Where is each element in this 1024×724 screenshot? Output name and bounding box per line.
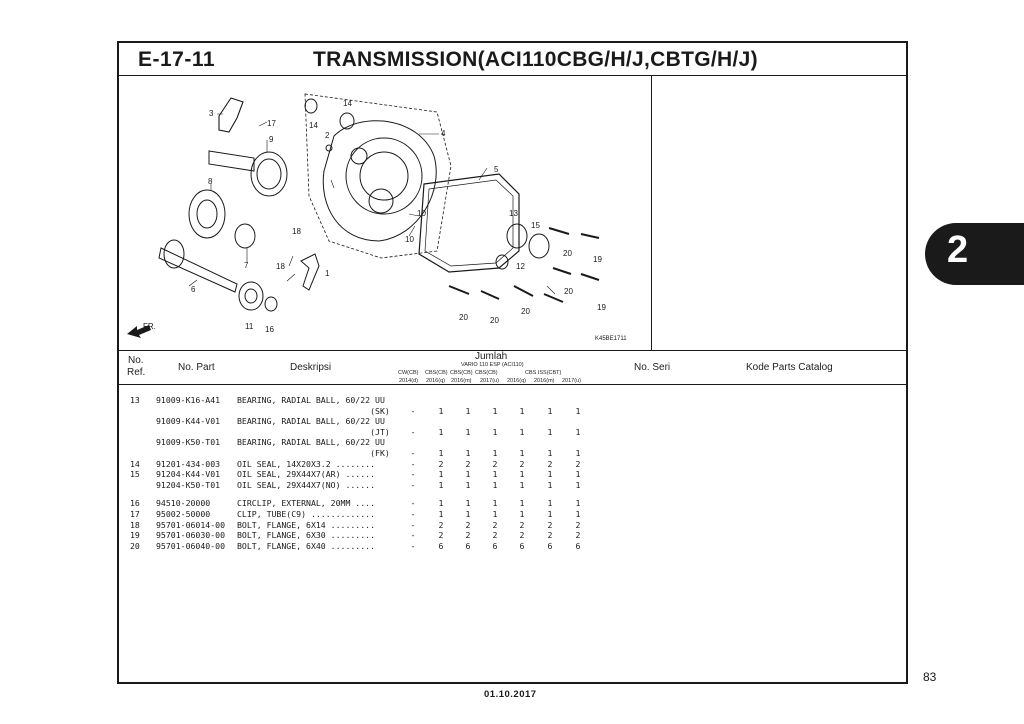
row-qty: 2 bbox=[547, 530, 553, 541]
table-row bbox=[130, 427, 600, 438]
row-part-number: 91009-K44-V01 bbox=[156, 416, 221, 427]
page-number: 83 bbox=[923, 670, 937, 684]
row-qty: 2 bbox=[519, 530, 525, 541]
row-description: BOLT, FLANGE, 6X30 ......... bbox=[237, 530, 376, 541]
row-qty: - bbox=[410, 479, 416, 490]
label-1: 1 bbox=[325, 269, 330, 278]
label-20b: 20 bbox=[564, 287, 573, 296]
variant-4-year: 2016(q) bbox=[507, 378, 526, 384]
row-qty: 1 bbox=[465, 479, 471, 490]
row-description: BEARING, RADIAL BALL, 60/22 UU bbox=[237, 416, 385, 427]
row-qty: 1 bbox=[547, 508, 553, 519]
row-part-number: 91009-K16-A41 bbox=[156, 395, 221, 405]
footer-date: 01.10.2017 bbox=[484, 689, 537, 700]
part-labels bbox=[191, 99, 606, 334]
label-6: 6 bbox=[191, 285, 196, 294]
section-code: E-17-11 bbox=[138, 48, 216, 71]
row-qty: 6 bbox=[492, 540, 498, 551]
row-qty: 2 bbox=[465, 530, 471, 541]
row-qty: 1 bbox=[575, 498, 581, 509]
header-jumlah: Jumlah bbox=[475, 351, 508, 362]
variant-4-code: CBS ISS(CBT) bbox=[525, 370, 562, 376]
row-qty: 1 bbox=[575, 405, 581, 416]
row-part-number: 91204-K50-T01 bbox=[156, 479, 221, 490]
fr-label: FR. bbox=[143, 322, 156, 331]
row-qty: 2 bbox=[438, 530, 444, 541]
row-qty: 1 bbox=[438, 447, 444, 458]
row-part-number: 95701-06014-00 bbox=[156, 519, 226, 530]
header-no-ref: No. bbox=[128, 355, 144, 366]
table-row bbox=[130, 416, 600, 427]
label-20c: 20 bbox=[459, 313, 468, 322]
label-15: 15 bbox=[531, 221, 540, 230]
row-qty: 1 bbox=[575, 447, 581, 458]
row-qty: 1 bbox=[438, 405, 444, 416]
header-no-part: No. Part bbox=[178, 362, 215, 373]
variant-3-code: CBS(CB) bbox=[475, 370, 498, 376]
header-ref: Ref. bbox=[127, 367, 146, 378]
variant-1-code: CBS(CB) bbox=[425, 370, 448, 376]
row-qty: 2 bbox=[438, 458, 444, 469]
row-qty: 1 bbox=[492, 447, 498, 458]
row-qty: 2 bbox=[438, 519, 444, 530]
row-description: BOLT, FLANGE, 6X40 ......... bbox=[237, 540, 376, 551]
row-ref: 16 bbox=[130, 498, 140, 509]
row-qty: 2 bbox=[519, 519, 525, 530]
row-qty: 2 bbox=[547, 519, 553, 530]
row-part-number: 91009-K50-T01 bbox=[156, 437, 221, 448]
row-qty: 2 bbox=[492, 458, 498, 469]
header-kode-parts-catalog: Kode Parts Catalog bbox=[746, 362, 833, 373]
row-qty: - bbox=[410, 508, 416, 519]
row-description: CLIP, TUBE(C9) ............. bbox=[237, 508, 376, 519]
section-tab bbox=[925, 223, 1024, 285]
table-row bbox=[130, 541, 600, 552]
table-row bbox=[130, 509, 600, 520]
table-row bbox=[130, 395, 600, 406]
row-qty: 6 bbox=[519, 540, 525, 551]
row-qty: 1 bbox=[519, 508, 525, 519]
row-qty: 1 bbox=[575, 469, 581, 480]
row-qty: - bbox=[410, 469, 416, 480]
row-qty: 1 bbox=[519, 426, 525, 437]
variant-5-year: 2016(m) bbox=[534, 378, 555, 384]
row-qty: 2 bbox=[547, 458, 553, 469]
row-qty: 1 bbox=[492, 405, 498, 416]
row-qty: - bbox=[410, 540, 416, 551]
row-qty: - bbox=[410, 426, 416, 437]
label-18b: 18 bbox=[276, 262, 285, 271]
label-10b: 10 bbox=[405, 235, 414, 244]
row-qty: 2 bbox=[519, 458, 525, 469]
label-13: 13 bbox=[509, 209, 518, 218]
row-part-number: 95002-50000 bbox=[156, 508, 211, 519]
parts-table bbox=[130, 395, 600, 551]
row-description: OIL SEAL, 29X44X7(NO) ...... bbox=[237, 479, 376, 490]
variant-0-code: CW(CB) bbox=[398, 370, 419, 376]
row-qty: 2 bbox=[575, 458, 581, 469]
label-16: 16 bbox=[265, 325, 274, 334]
row-qty: 1 bbox=[492, 479, 498, 490]
variant-0-year: 2014(d) bbox=[399, 378, 418, 384]
label-20e: 20 bbox=[521, 307, 530, 316]
row-qty: 1 bbox=[547, 447, 553, 458]
label-20d: 20 bbox=[490, 316, 499, 325]
header-model: VARIO 110 ESP (ACI110) bbox=[461, 362, 524, 368]
row-qty: 1 bbox=[519, 469, 525, 480]
row-qty: 1 bbox=[519, 447, 525, 458]
row-qty: 6 bbox=[547, 540, 553, 551]
row-qty: 1 bbox=[492, 426, 498, 437]
row-qty: 1 bbox=[438, 469, 444, 480]
label-5: 5 bbox=[494, 165, 499, 174]
diagram-right-divider bbox=[651, 76, 652, 350]
row-qty: 1 bbox=[438, 479, 444, 490]
row-part-number: 91204-K44-V01 bbox=[156, 469, 221, 480]
table-row bbox=[130, 520, 600, 531]
row-description: OIL SEAL, 14X20X3.2 ........ bbox=[237, 458, 376, 469]
label-20a: 20 bbox=[563, 249, 572, 258]
row-qty: 1 bbox=[547, 405, 553, 416]
table-header-divider bbox=[119, 384, 906, 385]
label-19b: 19 bbox=[597, 303, 606, 312]
header-no-seri: No. Seri bbox=[634, 362, 671, 373]
row-qty: 1 bbox=[519, 479, 525, 490]
row-qty: 1 bbox=[519, 498, 525, 509]
row-qty: 1 bbox=[575, 426, 581, 437]
figure-code: K45BE1711 bbox=[595, 336, 627, 342]
page-title: TRANSMISSION(ACI110CBG/H/J,CBTG/H/J) bbox=[313, 48, 758, 71]
row-qty: 1 bbox=[547, 498, 553, 509]
row-qty: 6 bbox=[438, 540, 444, 551]
row-qty: 1 bbox=[465, 426, 471, 437]
label-17: 17 bbox=[267, 119, 276, 128]
row-qty: - bbox=[410, 405, 416, 416]
row-qty: 1 bbox=[438, 508, 444, 519]
row-qty: 2 bbox=[575, 519, 581, 530]
label-18a: 18 bbox=[292, 227, 301, 236]
header-deskripsi: Deskripsi bbox=[290, 362, 332, 373]
row-qty: 1 bbox=[465, 405, 471, 416]
row-description: BOLT, FLANGE, 6X14 ......... bbox=[237, 519, 376, 530]
table-row bbox=[130, 469, 600, 480]
table-row bbox=[130, 498, 600, 509]
label-9: 9 bbox=[269, 135, 274, 144]
row-qty: 6 bbox=[575, 540, 581, 551]
row-qty: - bbox=[410, 519, 416, 530]
row-part-number: 94510-20000 bbox=[156, 498, 211, 509]
row-ref: 19 bbox=[130, 530, 140, 541]
label-19a: 19 bbox=[593, 255, 602, 264]
variant-6-year: 2017(u) bbox=[562, 378, 581, 384]
table-row bbox=[130, 448, 600, 459]
row-part-number: 95701-06040-00 bbox=[156, 540, 226, 551]
row-qty: - bbox=[410, 498, 416, 509]
row-ref: 15 bbox=[130, 469, 140, 480]
section-tab-number: 2 bbox=[947, 229, 969, 271]
row-qty: 2 bbox=[492, 530, 498, 541]
row-qty: 1 bbox=[547, 479, 553, 490]
exploded-parts-diagram bbox=[119, 76, 651, 349]
row-qty: 1 bbox=[547, 469, 553, 480]
variant-1-year: 2016(q) bbox=[426, 378, 445, 384]
row-qty: - bbox=[410, 447, 416, 458]
row-qty: 1 bbox=[465, 447, 471, 458]
variant-3-year: 2017(u) bbox=[480, 378, 499, 384]
label-12: 12 bbox=[516, 262, 525, 271]
label-14b: 14 bbox=[309, 121, 318, 130]
row-qty: 1 bbox=[575, 479, 581, 490]
table-row bbox=[130, 530, 600, 541]
row-qty: 1 bbox=[465, 508, 471, 519]
row-qty: 1 bbox=[465, 498, 471, 509]
row-qty: 1 bbox=[438, 498, 444, 509]
label-10a: 10 bbox=[417, 209, 426, 218]
row-description: (FK) bbox=[237, 447, 390, 458]
row-qty: - bbox=[410, 530, 416, 541]
row-qty: 1 bbox=[575, 508, 581, 519]
label-8: 8 bbox=[208, 177, 213, 186]
row-qty: 2 bbox=[575, 530, 581, 541]
label-3: 3 bbox=[209, 109, 214, 118]
row-qty: 1 bbox=[492, 508, 498, 519]
row-part-number: 95701-06030-00 bbox=[156, 530, 226, 541]
row-description: BEARING, RADIAL BALL, 60/22 UU bbox=[237, 395, 385, 405]
row-description: (SK) bbox=[237, 405, 390, 416]
row-qty: 1 bbox=[492, 469, 498, 480]
table-row bbox=[130, 480, 600, 491]
row-description: CIRCLIP, EXTERNAL, 20MM .... bbox=[237, 498, 376, 509]
row-part-number: 91201-434-003 bbox=[156, 458, 221, 469]
variant-2-year: 2016(m) bbox=[451, 378, 472, 384]
label-4: 4 bbox=[441, 129, 446, 138]
table-top-divider bbox=[119, 350, 906, 351]
variant-2-code: CBS(CB) bbox=[450, 370, 473, 376]
label-14a: 14 bbox=[343, 99, 352, 108]
label-11: 11 bbox=[245, 322, 254, 331]
row-description: OIL SEAL, 29X44X7(AR) ...... bbox=[237, 469, 376, 480]
row-ref: 18 bbox=[130, 519, 140, 530]
row-description: BEARING, RADIAL BALL, 60/22 UU bbox=[237, 437, 385, 448]
row-qty: 1 bbox=[438, 426, 444, 437]
row-qty: 2 bbox=[492, 519, 498, 530]
row-description: (JT) bbox=[237, 426, 390, 437]
row-ref: 13 bbox=[130, 395, 140, 405]
row-qty: 1 bbox=[519, 405, 525, 416]
row-ref: 20 bbox=[130, 540, 140, 551]
row-qty: 2 bbox=[465, 458, 471, 469]
row-ref: 14 bbox=[130, 458, 140, 469]
label-2: 2 bbox=[325, 131, 330, 140]
table-row bbox=[130, 406, 600, 417]
row-ref: 17 bbox=[130, 508, 140, 519]
row-qty: 1 bbox=[492, 498, 498, 509]
table-row bbox=[130, 459, 600, 470]
row-qty: 2 bbox=[465, 519, 471, 530]
row-qty: 6 bbox=[465, 540, 471, 551]
table-row bbox=[130, 437, 600, 448]
row-qty: 1 bbox=[465, 469, 471, 480]
label-7: 7 bbox=[244, 261, 249, 270]
row-qty: - bbox=[410, 458, 416, 469]
row-qty: 1 bbox=[547, 426, 553, 437]
